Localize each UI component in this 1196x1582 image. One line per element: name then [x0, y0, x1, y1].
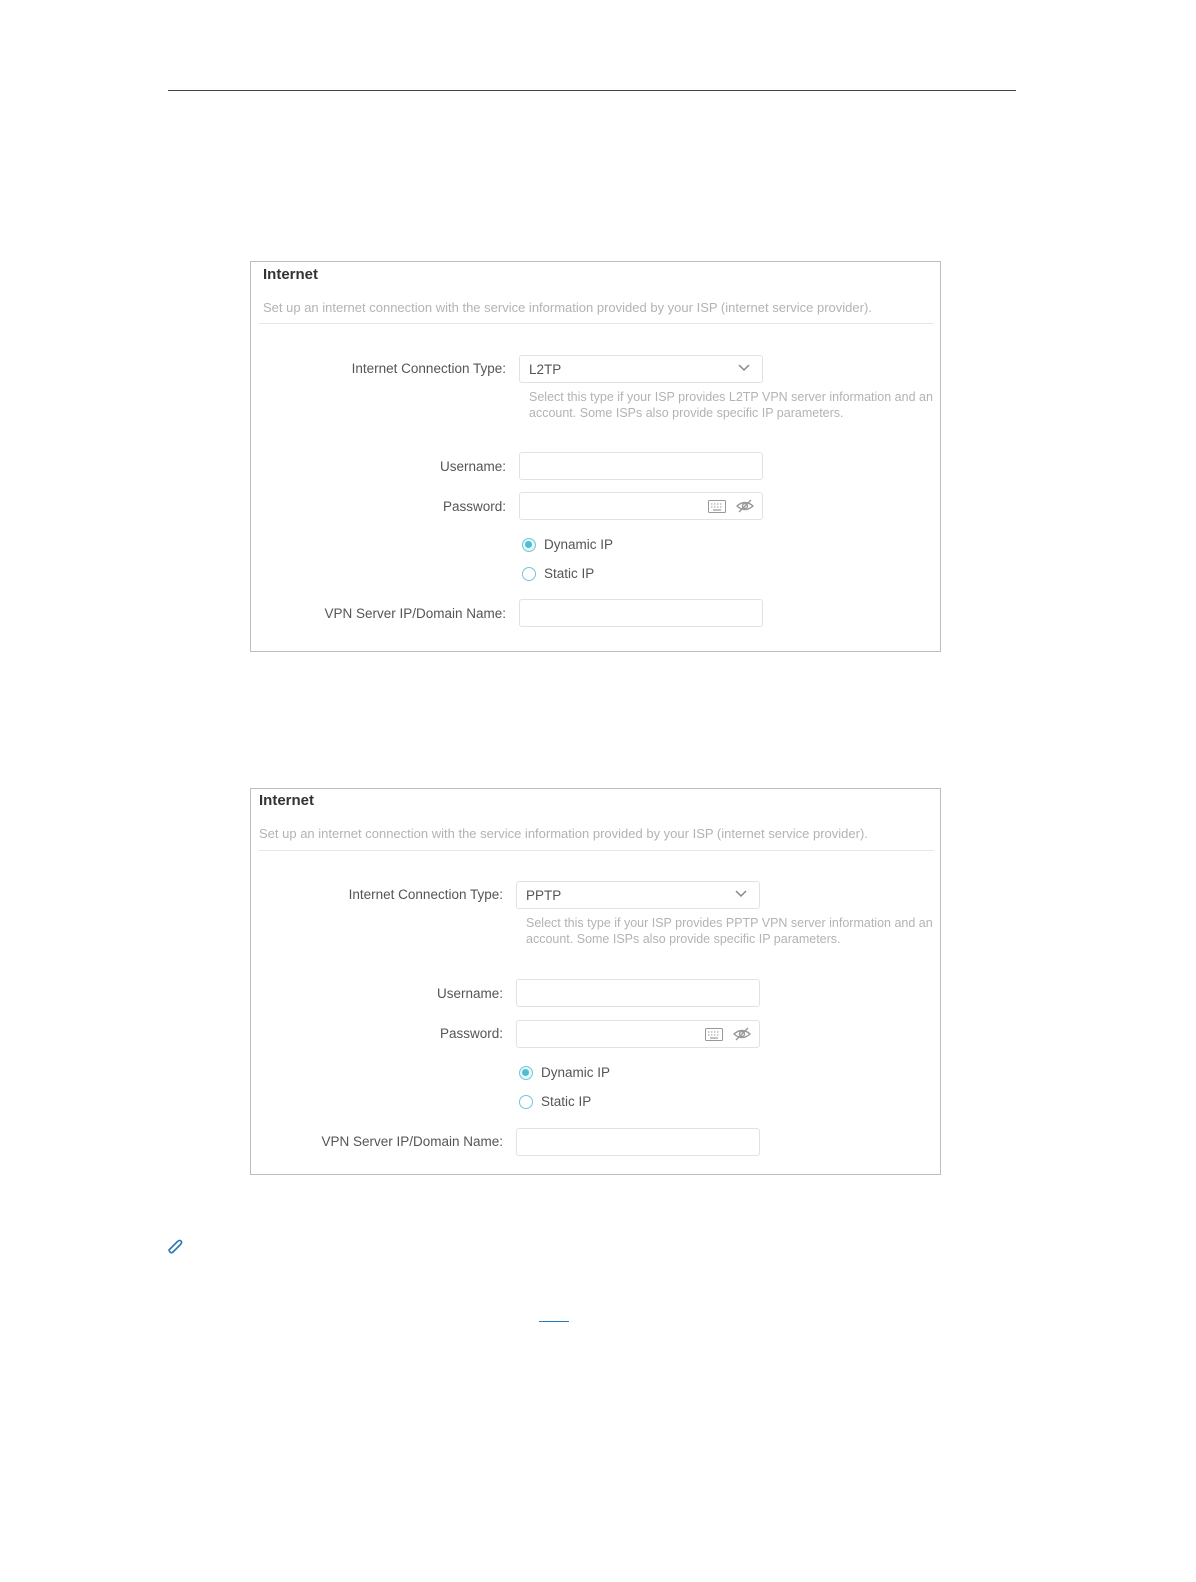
- password-label: Password:: [439, 1026, 503, 1041]
- radio-dynamic-ip[interactable]: [519, 1065, 610, 1080]
- paperclip-icon: [166, 1238, 184, 1254]
- radio-unchecked-icon: [522, 567, 536, 581]
- radio-checked-icon: [522, 538, 536, 552]
- internet-panel-l2tp: [250, 261, 941, 652]
- vpn-server-label: VPN Server IP/Domain Name:: [324, 606, 506, 621]
- panel-description: Set up an internet connection with the service information provided by your ISP (internet service provider).: [263, 300, 872, 315]
- username-label: Username:: [436, 986, 503, 1001]
- chevron-down-icon: [738, 364, 750, 372]
- radio-unchecked-icon: [519, 1095, 533, 1109]
- password-input[interactable]: [516, 1020, 760, 1048]
- radio-static-label: Static IP: [541, 1094, 592, 1109]
- radio-static-ip[interactable]: [519, 1094, 591, 1109]
- username-label: Username:: [439, 459, 506, 474]
- radio-static-label: Static IP: [544, 566, 595, 581]
- panel-divider: [259, 323, 934, 324]
- connection-type-value: PPTP: [526, 888, 562, 903]
- link-underline[interactable]: [539, 1321, 569, 1322]
- eye-slash-icon[interactable]: [736, 499, 754, 513]
- connection-type-hint: Select this type if your ISP provides L2TP VPN server information and an account. Some ISPs also provide specific IP parameters.: [529, 390, 933, 420]
- radio-checked-icon: [519, 1066, 533, 1080]
- eye-slash-icon[interactable]: [733, 1027, 751, 1041]
- connection-type-label: Internet Connection Type:: [351, 361, 506, 376]
- connection-type-value: L2TP: [529, 362, 562, 377]
- username-input[interactable]: [519, 452, 763, 480]
- connection-type-label: Internet Connection Type:: [348, 887, 503, 902]
- chevron-down-icon: [735, 890, 747, 898]
- vpn-server-label: VPN Server IP/Domain Name:: [321, 1134, 503, 1149]
- username-input[interactable]: [516, 979, 760, 1007]
- vpn-server-input[interactable]: [519, 599, 763, 627]
- vpn-server-input[interactable]: [516, 1128, 760, 1156]
- panel-description: Set up an internet connection with the service information provided by your ISP (internet service provider).: [259, 826, 868, 841]
- connection-type-hint: Select this type if your ISP provides PPTP VPN server information and an account. Some ISPs also provide specific IP parameters.: [526, 916, 933, 946]
- internet-panel-pptp: [250, 788, 941, 1175]
- connection-type-select[interactable]: [519, 355, 763, 383]
- panel-title: Internet: [259, 792, 315, 809]
- connection-type-select[interactable]: [516, 881, 760, 909]
- radio-dynamic-label: Dynamic IP: [544, 537, 614, 552]
- panel-divider: [259, 850, 934, 851]
- panel-title: Internet: [263, 266, 319, 283]
- header-rule: [168, 90, 1016, 91]
- radio-dynamic-ip[interactable]: [522, 537, 613, 552]
- radio-static-ip[interactable]: [522, 566, 594, 581]
- password-input[interactable]: [519, 492, 763, 520]
- password-label: Password:: [442, 499, 506, 514]
- radio-dynamic-label: Dynamic IP: [541, 1065, 611, 1080]
- keyboard-icon[interactable]: [708, 500, 726, 513]
- keyboard-icon[interactable]: [705, 1028, 723, 1041]
